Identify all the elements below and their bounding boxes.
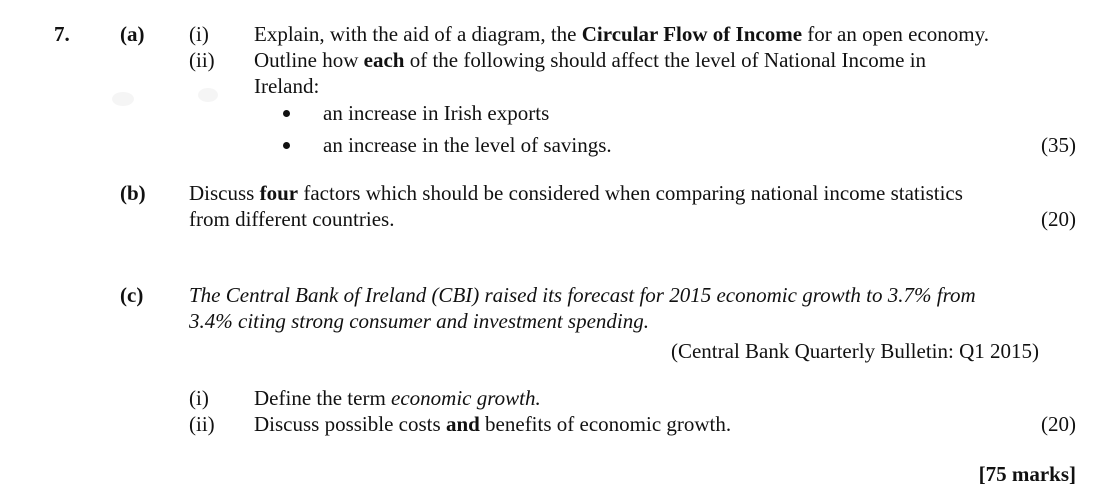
part-a-ii-bullet-1: an increase in Irish exports xyxy=(323,101,550,125)
part-a-ii-line2: Ireland: xyxy=(254,74,320,98)
part-c-marks: (20) xyxy=(1041,412,1076,436)
part-c-ii-text-pre: Discuss possible costs xyxy=(254,412,446,436)
part-a-ii-line1-post: of the following should affect the level of National Income in xyxy=(404,48,927,72)
part-b-line1-bold: four xyxy=(259,181,299,205)
part-b-marks: (20) xyxy=(1041,207,1076,231)
scan-smudge xyxy=(198,88,218,102)
part-c-quote-line1: The Central Bank of Ireland (CBI) raised its forecast for 2015 economic growth to 3.7% from xyxy=(189,283,976,307)
part-a-i-text-post: for an open economy. xyxy=(802,22,990,46)
part-b-line1 xyxy=(189,181,963,205)
part-a-marks: (35) xyxy=(1041,133,1076,157)
bullet-dot xyxy=(283,110,290,117)
part-a-ii-number: (ii) xyxy=(189,48,215,72)
part-b-line1-pre: Discuss xyxy=(189,181,260,205)
part-a-label: (a) xyxy=(120,22,145,46)
part-c-ii-text-bold: and xyxy=(445,412,480,436)
part-b-label: (b) xyxy=(120,181,146,205)
part-c-i-number: (i) xyxy=(189,386,209,410)
part-c-source: (Central Bank Quarterly Bulletin: Q1 2015) xyxy=(670,339,1039,363)
part-a-ii-bullet-2: an increase in the level of savings. xyxy=(323,133,612,157)
total-marks: [75 marks] xyxy=(978,462,1076,486)
scan-smudge xyxy=(112,92,134,106)
part-a-i-text xyxy=(254,22,989,46)
part-a-i-number: (i) xyxy=(189,22,209,46)
bullet-dot xyxy=(283,142,290,149)
part-c-label: (c) xyxy=(120,283,144,307)
part-b-line2: from different countries. xyxy=(189,207,395,231)
part-a-ii-line1 xyxy=(254,48,926,72)
part-a-ii-line1-bold: each xyxy=(363,48,405,72)
part-c-i-text-pre: Define the term xyxy=(254,386,392,410)
part-c-ii-text xyxy=(254,412,731,436)
part-c-i-text xyxy=(254,386,541,410)
part-c-i-text-italic: economic growth. xyxy=(391,386,541,410)
part-c-ii-number: (ii) xyxy=(189,412,215,436)
part-b-line1-post: factors which should be considered when comparing national income statistics xyxy=(298,181,963,205)
part-c-ii-text-post: benefits of economic growth. xyxy=(479,412,732,436)
question-number: 7. xyxy=(54,22,70,46)
part-c-quote-line2: 3.4% citing strong consumer and investment spending. xyxy=(189,309,650,333)
part-a-ii-line1-pre: Outline how xyxy=(254,48,364,72)
part-a-i-text-bold: Circular Flow of Income xyxy=(581,22,803,46)
part-a-i-text-pre: Explain, with the aid of a diagram, the xyxy=(254,22,582,46)
